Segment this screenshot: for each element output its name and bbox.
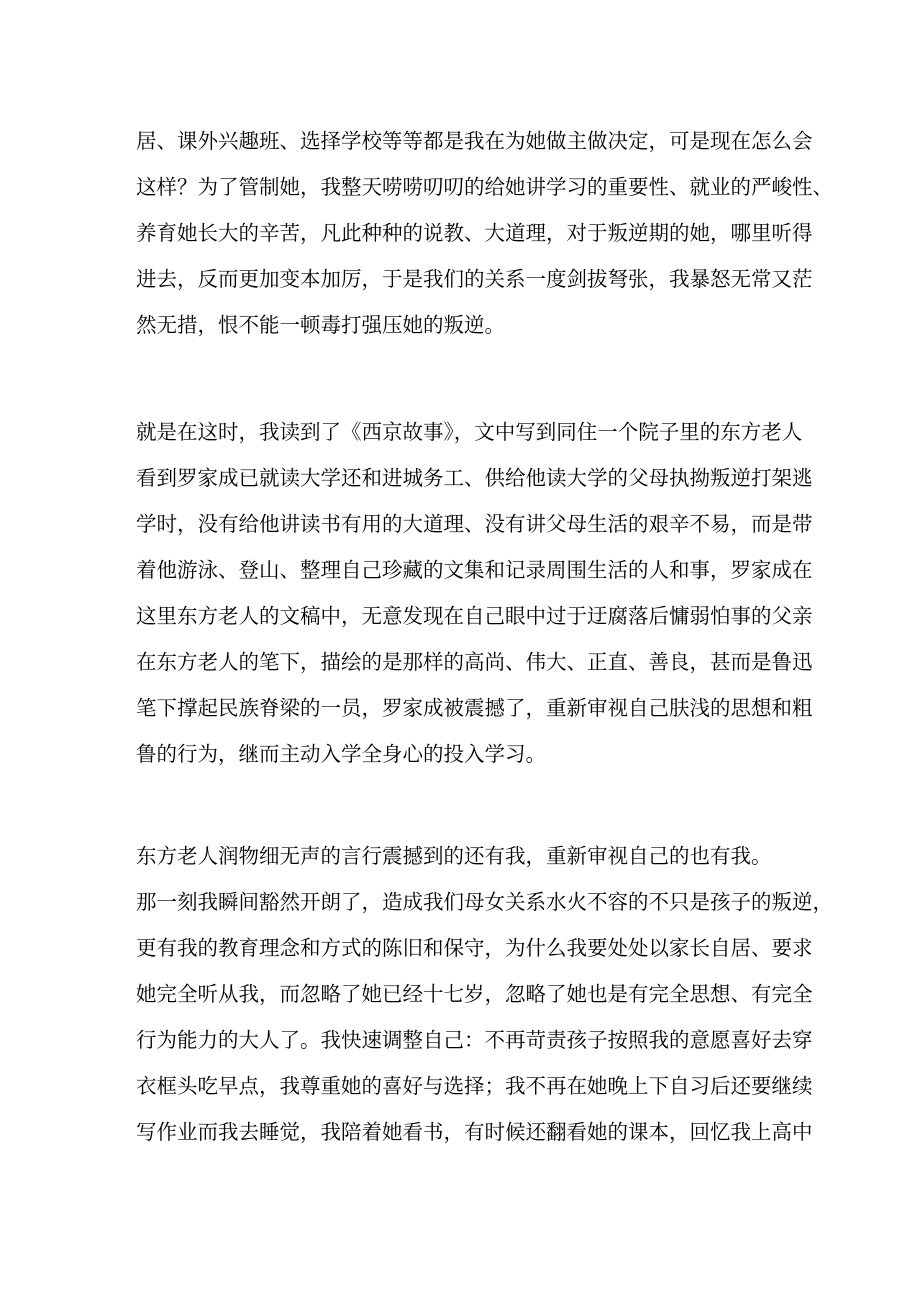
text-line: 养育她长大的辛苦，凡此种种的说教、大道理，对于叛逆期的她，哪里听得: [136, 221, 813, 245]
text-line: 笔下撑起民族脊梁的一员，罗家成被震撼了，重新审视自己肤浅的思想和粗: [136, 696, 813, 720]
text-line: 着他游泳、登山、整理自己珍藏的文集和记录周围生活的人和事，罗家成在: [136, 558, 813, 582]
text-line: 鲁的行为，继而主动入学全身心的投入学习。: [136, 742, 546, 766]
text-line: 进去，反而更加变本加厉，于是我们的关系一度剑拔弩张，我暴怒无常又茫: [136, 267, 813, 291]
text-line: 然无措，恨不能一顿毒打强压她的叛逆。: [136, 313, 505, 337]
text-line: 那一刻我瞬间豁然开朗了，造成我们母女关系水火不容的不只是孩子的叛逆，: [136, 890, 833, 914]
text-line: 看到罗家成已就读大学还和进城务工、供给他读大学的父母执拗叛逆打架逃: [136, 466, 813, 490]
paragraph-2: [136, 409, 813, 777]
text-line: 东方老人润物细无声的言行震撼到的还有我，重新审视自己的也有我。: [136, 844, 772, 868]
text-line: 行为能力的大人了。我快速调整自己：不再苛责孩子按照我的意愿喜好去穿: [136, 1028, 813, 1052]
text-line: 这样？为了管制她，我整天唠唠叨叨的给她讲学习的重要性、就业的严峻性、: [136, 175, 833, 199]
paragraph-4: [136, 879, 833, 1155]
paragraph-gap: [136, 777, 796, 833]
text-line: 居、课外兴趣班、选择学校等等都是我在为她做主做决定，可是现在怎么会: [136, 129, 813, 153]
text-line: 就是在这时，我读到了《西京故事》，文中写到同住一个院子里的东方老人: [136, 420, 803, 444]
text-line: 在东方老人的笔下，描绘的是那样的高尚、伟大、正直、善良，甚而是鲁迅: [136, 650, 813, 674]
text-line: 学时，没有给他讲读书有用的大道理、没有讲父母生活的艰辛不易，而是带: [136, 512, 813, 536]
text-line: 她完全听从我，而忽略了她已经十七岁，忽略了她也是有完全思想、有完全: [136, 982, 813, 1006]
document-page: [136, 118, 833, 1155]
text-line: 更有我的教育理念和方式的陈旧和保守，为什么我要处处以家长自居、要求: [136, 936, 813, 960]
text-line: 这里东方老人的文稿中，无意发现在自己眼中过于迂腐落后慵弱怕事的父亲: [136, 604, 813, 628]
paragraph-gap: [136, 348, 796, 409]
text-line: 衣框头吃早点，我尊重她的喜好与选择；我不再在她晚上下自习后还要继续: [136, 1074, 813, 1098]
text-line: 写作业而我去睡觉，我陪着她看书，有时候还翻看她的课本，回忆我上高中: [136, 1120, 813, 1144]
paragraph-1: [136, 118, 833, 348]
paragraph-3: [136, 833, 796, 879]
